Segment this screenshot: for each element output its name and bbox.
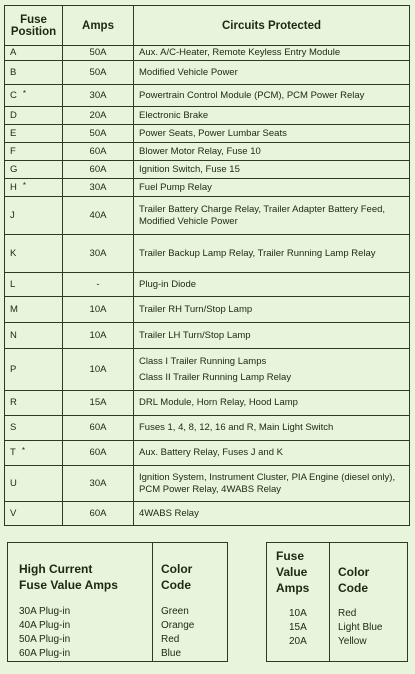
- fuse-amps: 60A: [63, 502, 134, 526]
- table-row: [5, 323, 410, 349]
- circuit-text: Class I Trailer Running Lamps: [139, 355, 267, 367]
- fuse-position: A: [10, 47, 17, 58]
- fuse-amps: 30A: [63, 466, 134, 502]
- circuits-protected: [134, 466, 410, 502]
- fuse-value-item: 10A: [289, 608, 307, 619]
- header-circuits: Circuits Protected: [134, 6, 410, 46]
- circuit-text: Class II Trailer Running Lamp Relay: [139, 371, 292, 383]
- circuit-text: Fuel Pump Relay: [139, 181, 212, 193]
- fuse-amps: 10A: [63, 349, 134, 391]
- fuse-amps: 50A: [63, 61, 134, 85]
- fuse-value-item: 15A: [289, 622, 307, 633]
- header-fuse-position: Fuse Position: [5, 6, 63, 46]
- fuse-position-cell: [5, 61, 63, 85]
- legend-divider: [152, 543, 153, 661]
- table-row: [5, 391, 410, 416]
- table-row: [5, 179, 410, 197]
- circuit-text: Trailer Battery Charge Relay, Trailer Adapter Battery Feed, Modified Vehicle Power: [139, 203, 386, 227]
- fuse-value-color-title: Color Code: [338, 565, 370, 595]
- fuse-amps: 15A: [63, 391, 134, 416]
- fuse-table: [4, 5, 410, 526]
- fuse-position-cell: [5, 297, 63, 323]
- fuse-position: P: [10, 363, 17, 375]
- circuit-text: Fuses 1, 4, 8, 12, 16 and R, Main Light Switch: [139, 422, 334, 433]
- fuse-position: L: [10, 278, 16, 290]
- circuit-text: Modified Vehicle Power: [139, 66, 238, 78]
- table-row: [5, 416, 410, 441]
- circuit-text: 4WABS Relay: [139, 507, 199, 519]
- fuse-position-cell: [5, 466, 63, 502]
- table-row: [5, 441, 410, 466]
- fuse-amps: -: [63, 273, 134, 297]
- asterisk-marker: *: [21, 446, 25, 455]
- fuse-position: K: [10, 247, 17, 259]
- fuse-amps: 60A: [63, 416, 134, 441]
- circuits-protected: [134, 297, 410, 323]
- circuit-text: Trailer RH Turn/Stop Lamp: [139, 303, 253, 315]
- fuse-position-cell: [5, 273, 63, 297]
- fuse-amps: 60A: [63, 441, 134, 466]
- color-code-item: Orange: [161, 620, 195, 631]
- circuits-protected: [134, 273, 410, 297]
- circuits-protected: [134, 349, 410, 391]
- asterisk-marker: *: [22, 88, 26, 98]
- fuse-position: V: [10, 507, 17, 519]
- table-header-row: [5, 6, 410, 46]
- color-code-item: Light Blue: [338, 622, 383, 633]
- fuse-rows: [5, 46, 410, 526]
- circuits-protected: [134, 416, 410, 441]
- high-current-colors: [161, 605, 194, 661]
- fuse-position-cell: [5, 416, 63, 441]
- circuits-protected: [134, 197, 410, 235]
- fuse-value-legend: [266, 542, 408, 662]
- fuse-position: N: [10, 329, 17, 341]
- table-row: [5, 61, 410, 85]
- fuse-amps: 20A: [63, 107, 134, 125]
- fuse-amps: 30A: [63, 85, 134, 107]
- fuse-position-cell: [5, 107, 63, 125]
- circuit-text: Ignition System, Instrument Cluster, PIA Engine (diesel only), PCM Power Relay, 4WABS Relay: [139, 471, 396, 495]
- fuse-position-cell: [5, 502, 63, 526]
- color-code-item: Yellow: [338, 636, 367, 647]
- table-row: [5, 85, 410, 107]
- circuits-protected: [134, 441, 410, 466]
- color-code-item: Green: [161, 606, 189, 617]
- fuse-position-cell: [5, 323, 63, 349]
- circuits-protected: [134, 85, 410, 107]
- fuse-value-values: [289, 607, 307, 649]
- fuse-position-cell: [5, 85, 63, 107]
- circuits-protected: [134, 179, 410, 197]
- table-row: [5, 235, 410, 273]
- fuse-position-cell: [5, 235, 63, 273]
- fuse-amps: 60A: [63, 143, 134, 161]
- fuse-position: D: [10, 109, 17, 121]
- table-row: [5, 297, 410, 323]
- fuse-value-item: 40A Plug-in: [19, 620, 71, 631]
- fuse-position-cell: [5, 197, 63, 235]
- fuse-amps: 30A: [63, 179, 134, 197]
- high-current-values: [19, 605, 70, 661]
- fuse-position: R: [10, 397, 17, 408]
- circuits-protected: [134, 323, 410, 349]
- fuse-value-item: 20A: [289, 636, 307, 647]
- fuse-amps: 30A: [63, 235, 134, 273]
- fuse-amps: 40A: [63, 197, 134, 235]
- fuse-amps: 50A: [63, 125, 134, 143]
- fuse-position: U: [10, 477, 17, 489]
- circuit-text: Aux. A/C-Heater, Remote Keyless Entry Module: [139, 47, 341, 58]
- circuit-text: Blower Motor Relay, Fuse 10: [139, 145, 261, 157]
- fuse-position: C: [10, 89, 17, 101]
- high-current-title: High Current Fuse Value Amps: [19, 562, 118, 592]
- fuse-position-cell: [5, 349, 63, 391]
- table-row: [5, 161, 410, 179]
- table-row: [5, 107, 410, 125]
- circuit-text: Trailer Backup Lamp Relay, Trailer Running Lamp Relay: [139, 247, 376, 259]
- fuse-value-item: 50A Plug-in: [19, 634, 71, 645]
- circuits-protected: [134, 391, 410, 416]
- circuit-text: Plug-in Diode: [139, 278, 197, 290]
- fuse-position: F: [10, 145, 16, 157]
- table-row: [5, 197, 410, 235]
- fuse-value-colors: [338, 607, 382, 649]
- fuse-position-cell: [5, 161, 63, 179]
- fuse-position: H: [10, 181, 17, 193]
- circuit-text: Powertrain Control Module (PCM), PCM Power Relay: [139, 89, 365, 101]
- legend-divider: [329, 543, 330, 661]
- circuit-text: Aux. Battery Relay, Fuses J and K: [139, 447, 283, 458]
- circuits-protected: [134, 61, 410, 85]
- color-code-item: Red: [161, 634, 180, 645]
- fuse-position: M: [10, 303, 18, 315]
- fuse-value-title: Fuse Value Amps: [276, 549, 310, 595]
- fuse-position: J: [10, 209, 15, 221]
- fuse-amps: 10A: [63, 323, 134, 349]
- table-row: [5, 349, 410, 391]
- fuse-position: T: [10, 447, 16, 458]
- fuse-amps: 50A: [63, 46, 134, 61]
- fuse-position: S: [10, 422, 17, 433]
- table-row: [5, 46, 410, 61]
- fuse-amps: 10A: [63, 297, 134, 323]
- fuse-position-cell: [5, 391, 63, 416]
- header-amps: Amps: [63, 6, 134, 46]
- circuits-protected: [134, 107, 410, 125]
- fuse-value-item: 60A Plug-in: [19, 648, 71, 659]
- circuit-text: Power Seats, Power Lumbar Seats: [139, 127, 287, 139]
- circuits-protected: [134, 161, 410, 179]
- fuse-amps: 60A: [63, 161, 134, 179]
- circuits-protected: [134, 46, 410, 61]
- circuits-protected: [134, 502, 410, 526]
- circuits-protected: [134, 143, 410, 161]
- circuit-text: Trailer LH Turn/Stop Lamp: [139, 329, 251, 341]
- fuse-position-cell: [5, 143, 63, 161]
- circuit-text: DRL Module, Horn Relay, Hood Lamp: [139, 397, 298, 408]
- fuse-position-cell: [5, 125, 63, 143]
- fuse-position: B: [10, 66, 17, 78]
- color-code-item: Red: [338, 608, 357, 619]
- table-row: [5, 502, 410, 526]
- circuit-text: Electronic Brake: [139, 109, 209, 121]
- color-code-item: Blue: [161, 648, 182, 659]
- table-row: [5, 143, 410, 161]
- circuits-protected: [134, 235, 410, 273]
- table-row: [5, 466, 410, 502]
- fuse-position: E: [10, 127, 17, 139]
- fuse-position-cell: [5, 179, 63, 197]
- circuit-text: Ignition Switch, Fuse 15: [139, 163, 240, 175]
- high-current-fuse-legend: [7, 542, 228, 662]
- high-current-color-title: Color Code: [161, 562, 193, 592]
- fuse-position-cell: [5, 46, 63, 61]
- fuse-position: G: [10, 163, 18, 175]
- fuse-position-cell: [5, 441, 63, 466]
- fuse-value-item: 30A Plug-in: [19, 606, 71, 617]
- table-row: [5, 125, 410, 143]
- table-row: [5, 273, 410, 297]
- circuits-protected: [134, 125, 410, 143]
- asterisk-marker: *: [22, 180, 26, 190]
